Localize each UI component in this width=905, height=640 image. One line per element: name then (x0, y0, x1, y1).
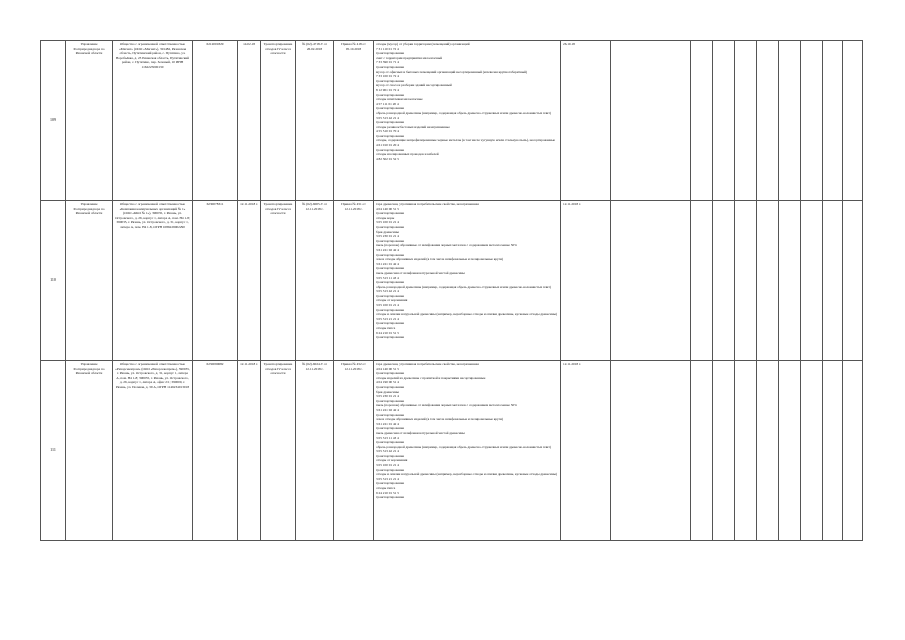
waste-line: транспортирование (376, 398, 405, 403)
issue-date-cell: 12.11.2018 г. (238, 361, 261, 541)
waste-line: лом и отходы абразивных изделий (в том числе шлифовальные и полировальные круги) (376, 257, 504, 262)
waste-line: транспортирование (376, 293, 405, 298)
company-cell: Общество с ограниченной ответственностью «Магнат» (ООО «Магнат»), 391482, Рязанская область, Путятинский район, с. Путятино, ул. Воробьёвка, д. 23 Рязанская область, Путятинский район, с. Путятино, пер. Зеленый, 10 ИНН 1162225000130 (113, 41, 193, 201)
waste-list-cell (374, 361, 561, 541)
waste-line: обрезь разнородной древесины (например, содержащая обрезь древесно-стружечных и/или древесно-волокнистых плит) (376, 444, 551, 449)
empty-cell (757, 201, 779, 361)
waste-line: отходы гипса (376, 326, 396, 331)
row-number: 110 (41, 201, 66, 361)
waste-line: 4 55 510 01 70 4 (376, 129, 399, 134)
waste-line: отходы шпатлевки малоопасные (376, 97, 423, 102)
empty-cell (757, 41, 779, 201)
table-row (41, 361, 863, 541)
waste-list-cell (374, 201, 561, 361)
waste-line: 8 12 901 01 72 4 (376, 87, 399, 92)
empty-cell (691, 41, 713, 201)
inn-cell: 6230078311 (193, 201, 238, 361)
activity-cell: Транспортирование отходов IV класса опасности (261, 201, 296, 361)
row-number: 111 (41, 361, 66, 541)
waste-line: 7 33 100 01 72 4 (376, 74, 399, 79)
waste-line: 3 05 313 21 21 4 (376, 316, 399, 321)
license-cell: № (62)-4718-Т от 26.02.2018 (296, 41, 334, 201)
waste-line: 3 05 100 01 21 4 (376, 220, 399, 225)
order-cell: Приказ № 451 от 12.11.2018 г. (334, 201, 374, 361)
empty-cell (713, 361, 735, 541)
license-cell: № (62)-6024-Т от 12.11.2018 г. (296, 361, 334, 541)
waste-line: транспортирование (376, 440, 405, 445)
waste-line: отходы резиноасбестовых изделий незагрязненные (376, 124, 450, 129)
waste-line: транспортирование (376, 335, 405, 340)
waste-line: транспортирование (376, 321, 405, 326)
waste-line: 3 61 221 01 42 4 (376, 421, 399, 426)
waste-line: 3 05 230 01 21 4 (376, 394, 399, 399)
waste-line: транспортирование (376, 211, 405, 216)
waste-line: 3 05 313 21 21 4 (376, 476, 399, 481)
waste-line: 3 61 221 02 42 4 (376, 407, 399, 412)
waste-line: 3 05 313 11 43 4 (376, 275, 399, 280)
waste-line: мусор от сноса и разборки зданий несортированный (376, 83, 452, 88)
waste-line: брак древесины (376, 229, 399, 234)
waste-line: 9 24 210 01 51 5 (376, 330, 399, 335)
inn-cell: 6230090682 (193, 361, 238, 541)
authority-cell: Управление Росприроднадзора по Рязанской области (66, 41, 113, 201)
empty-cell (713, 41, 735, 201)
empty-cell (691, 201, 713, 361)
waste-line: транспортирование (376, 467, 405, 472)
empty-cell (757, 361, 779, 541)
empty-cell (843, 41, 863, 201)
license-register-table (40, 40, 863, 541)
waste-line: отходы изделий из древесины с пропиткой и покрытиями несортированные (376, 375, 486, 380)
waste-line: пыль древесная от шлифовки натуральной чистой древесины (376, 430, 465, 435)
empty-cell (801, 41, 823, 201)
waste-line: отходы и опилки натуральной древесины (например, неразборные отходы и опилки древесины, кусковые отходы древесины) (376, 312, 558, 317)
empty-cell (611, 361, 691, 541)
empty-cell (713, 201, 735, 361)
empty-cell (779, 41, 801, 201)
waste-line: транспортирование (376, 371, 405, 376)
document-page (40, 40, 862, 585)
issue-date-cell: 12.11.2018 г. (238, 201, 261, 361)
empty-cell (691, 361, 713, 541)
empty-cell (801, 361, 823, 541)
waste-line: 4 82 302 01 52 5 (376, 156, 399, 161)
waste-line: пыль древесная от шлифовки натуральной чистой древесины (376, 270, 465, 275)
waste-line: транспортирование (376, 64, 405, 69)
waste-line: транспортирование (376, 481, 405, 486)
waste-line: 4 04 140 00 51 5 (376, 366, 399, 371)
waste-line: 4 04 140 00 51 5 (376, 206, 399, 211)
waste-line: отходы коры (376, 215, 395, 220)
empty-cell (735, 41, 757, 201)
waste-line: 3 05 313 11 43 4 (376, 435, 399, 440)
waste-line: транспортирование (376, 106, 405, 111)
waste-line: 7 33 390 01 71 4 (376, 60, 399, 65)
authority-cell: Управление Росприроднадзора по Рязанской области (66, 361, 113, 541)
waste-line: 3 61 221 02 42 4 (376, 247, 399, 252)
waste-line: транспортирование (376, 412, 405, 417)
activity-cell: Транспортирование отходов IV класса опасности (261, 361, 296, 541)
empty-cell (801, 201, 823, 361)
empty-cell (735, 201, 757, 361)
empty-cell (735, 361, 757, 541)
authority-cell: Управление Росприроднадзора по Рязанской области (66, 201, 113, 361)
waste-line: обрезь разнородной древесины (например, содержащая обрезь древесно-стружечных и/или древесно-волокнистых плит) (376, 110, 551, 115)
waste-line: 7 31 110 01 72 4 (376, 46, 399, 51)
waste-line: транспортирование (376, 224, 405, 229)
waste-line: отходы (мусор) от уборки территории (помещений) организаций (376, 42, 470, 46)
waste-line: 3 05 313 42 21 4 (376, 115, 399, 120)
waste-line: пыль (порошок) абразивные от шлифования черных металлов с содержанием металла менее 50% (376, 403, 517, 408)
waste-line: 4 57 111 01 20 4 (376, 101, 399, 106)
waste-line: транспортирование (376, 120, 405, 125)
license-cell: № (62)-6005-Т от 12.11.2018 г. (296, 201, 334, 361)
waste-line: транспортирование (376, 92, 405, 97)
waste-line: 3 05 313 42 21 4 (376, 449, 399, 454)
waste-line: пыль (порошок) абразивные от шлифования черных металлов с содержанием металла менее 50% (376, 243, 517, 248)
empty-cell (823, 41, 843, 201)
table-row (41, 41, 863, 201)
activity-cell: Транспортирование отходов IV класса опасности (261, 41, 296, 201)
waste-line: транспортирование (376, 252, 405, 257)
waste-line: транспортирование (376, 384, 405, 389)
waste-line: транспортирование (376, 495, 405, 500)
waste-line: транспортирование (376, 266, 405, 271)
waste-line: транспортирование (376, 147, 405, 152)
row-number: 109 (41, 41, 66, 201)
table-row (41, 201, 863, 361)
waste-line: брак древесины (376, 389, 399, 394)
waste-line: обрезь разнородной древесины (например, содержащая обрезь древесно-стружечных и/или древесно-волокнистых плит) (376, 284, 551, 289)
waste-line: 4 04 190 00 51 4 (376, 380, 399, 385)
order-cell: Приказ № 452 от 12.11.2018 г. (334, 361, 374, 541)
waste-line: транспортирование (376, 307, 405, 312)
waste-line: транспортирование (376, 426, 405, 431)
empty-cell (843, 361, 863, 541)
waste-line: 3 05 100 01 21 4 (376, 463, 399, 468)
waste-line: отходы гипса (376, 486, 396, 491)
waste-line: тара древесная, утратившая потребительские свойства, незагрязненная (376, 202, 479, 206)
waste-line: транспортирование (376, 453, 405, 458)
waste-line: транспортирование (376, 238, 405, 243)
empty-cell (823, 201, 843, 361)
inn-cell: 6212001829 (193, 41, 238, 201)
waste-line: 3 05 313 42 21 4 (376, 289, 399, 294)
waste-line: отходы, содержащие непрофилированные черные металлы (в том числе чугунную и/или стальную пыль), несортированные (376, 138, 556, 143)
empty-cell (611, 201, 691, 361)
waste-line: транспортирование (376, 78, 405, 83)
waste-line: смет с территории предприятия малоопасный (376, 55, 443, 60)
empty-cell (843, 201, 863, 361)
empty-cell (611, 41, 691, 201)
empty-cell (779, 361, 801, 541)
decision-date-cell: 26.10.18 (561, 41, 611, 201)
waste-line: отходы и опилки натуральной древесины (например, неразборные отходы и опилки древесины, кусковые отходы древесины) (376, 472, 558, 477)
waste-list-cell (374, 41, 561, 201)
waste-line: отходы изолированных проводов и кабелей (376, 152, 439, 157)
order-cell: Приказ № 418 от 05.10.2018 (334, 41, 374, 201)
waste-line: транспортирование (376, 133, 405, 138)
waste-line: транспортирование (376, 280, 405, 285)
issue-date-cell: 14.02.18 (238, 41, 261, 201)
empty-cell (823, 361, 843, 541)
decision-date-cell: 12.11.2018 г. (561, 361, 611, 541)
waste-line: 3 61 221 01 42 4 (376, 261, 399, 266)
waste-line: 3 05 230 01 21 4 (376, 234, 399, 239)
empty-cell (779, 201, 801, 361)
decision-date-cell: 12.11.2018 г. (561, 201, 611, 361)
waste-line: отходы от корчевания (376, 298, 408, 303)
company-cell: Общество с ограниченной ответственностью «Ризорсекопром» (ООО «Ризорсекопром»), 390035, г. Рязань, ул. Островского, д. 31, корпус 1, литера А, пом. Н4 1-8; 390035, г. Рязань, ул. Островского, д. 26, корпус 1, литера А, офис 2/1; 390000, г. Рязань, ул. Полевая, д. 39 А, ОГРН 1146234013018 (113, 361, 193, 541)
waste-line: 9 24 210 01 51 5 (376, 490, 399, 495)
waste-line: тара древесная, утратившая потребительские свойства, незагрязненная (376, 362, 479, 366)
waste-line: лом и отходы абразивных изделий (в том числе шлифовальные и полировальные круги) (376, 417, 504, 422)
waste-line: 4 61 010 01 20 4 (376, 143, 399, 148)
waste-line: 3 05 100 01 21 4 (376, 303, 399, 308)
waste-line: мусор от офисных и бытовых помещений организаций несортированный (исключая крупногабаритный) (376, 69, 528, 74)
waste-line: отходы от корчевания (376, 458, 408, 463)
waste-line: транспортирование (376, 51, 405, 56)
company-cell: Общество с ограниченной ответственностью «Компания коммунальных организаций № 1» (ООО «ККО № 1»), 390035, г. Рязань, ул. Островского, д. 26, корпус 1, литера А, пом. Н4 1-8; 390035, г. Рязань, ул. Островского, д. 31, корпус 1, литера А, пом. Н4 1-8, ОГРН 1086229002290 (113, 201, 193, 361)
